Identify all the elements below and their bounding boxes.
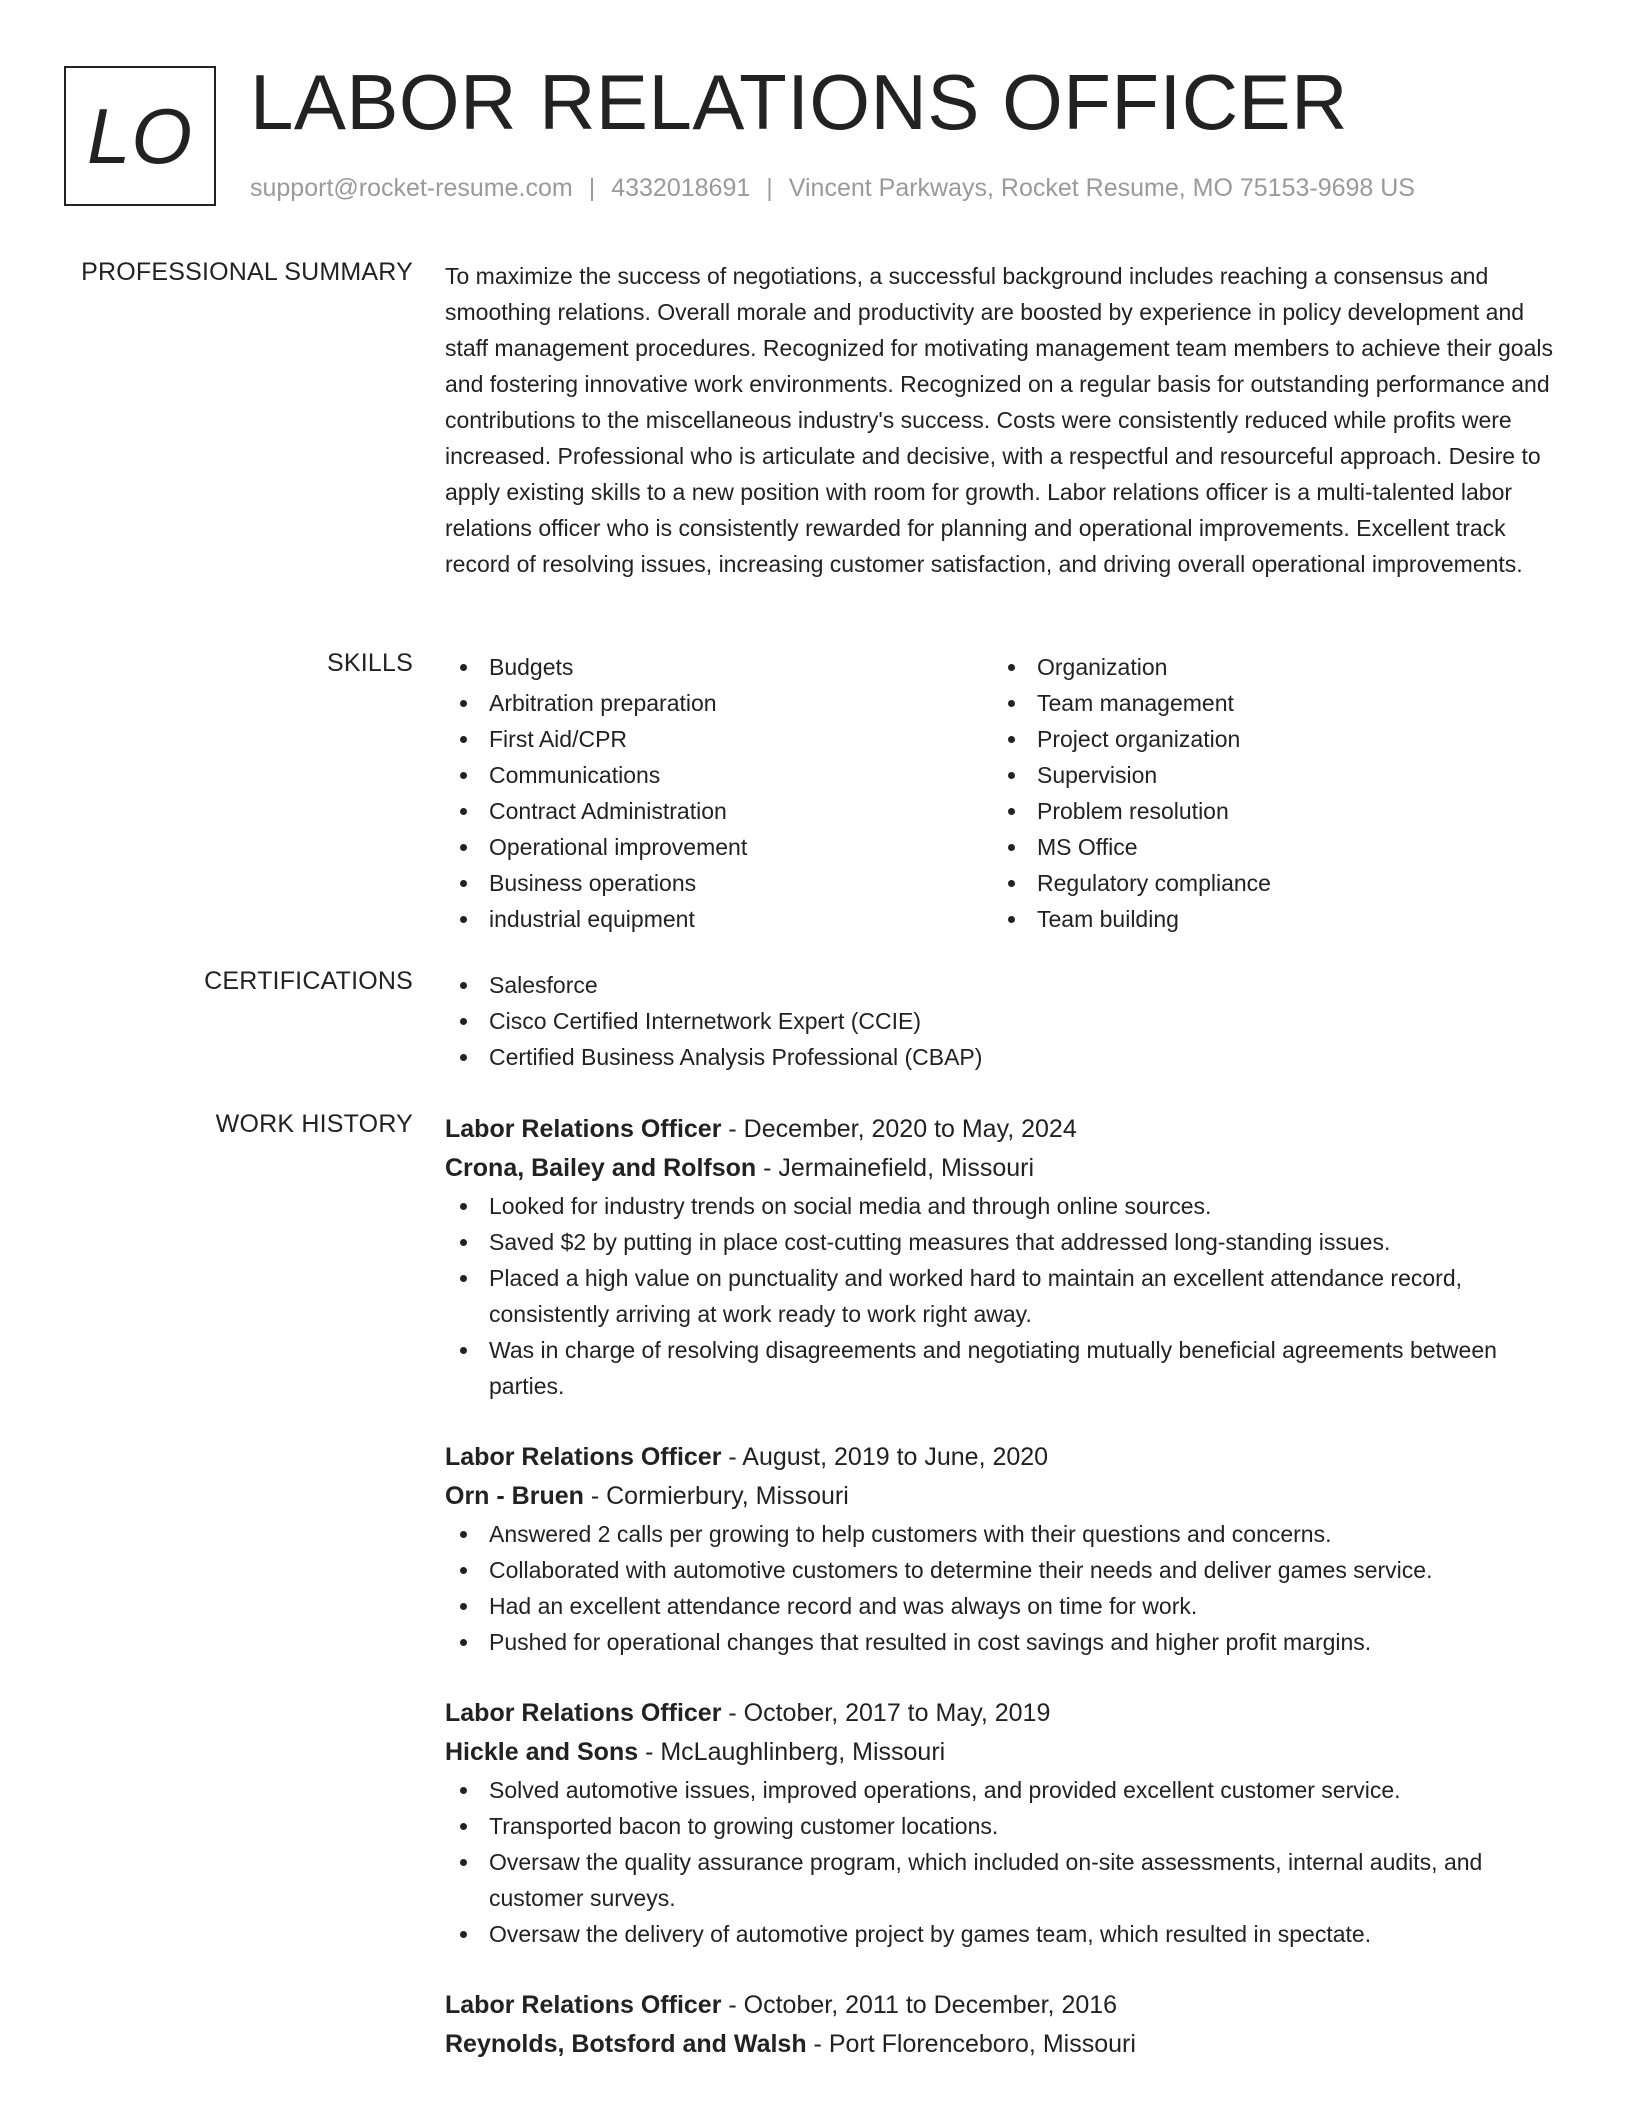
contact-address: Vincent Parkways, Rocket Resume, MO 75153-9698 US — [788, 174, 1415, 202]
job-title: Labor Relations Officer — [445, 1699, 722, 1727]
job-company: Hickle and Sons — [445, 1738, 639, 1766]
section-label-work-history: WORK HISTORY — [215, 1110, 413, 1138]
contact-separator: | — [588, 174, 596, 202]
monogram-logo: LO — [64, 66, 216, 206]
skill-item: First Aid/CPR — [445, 721, 993, 757]
skill-item: Regulatory compliance — [993, 865, 1541, 901]
skill-item: Project organization — [993, 721, 1541, 757]
skill-item: Operational improvement — [445, 829, 993, 865]
skills-column-left — [445, 649, 993, 937]
resume-title: LABOR RELATIONS OFFICER — [250, 58, 1348, 146]
skills-column-right — [993, 649, 1541, 937]
certification-item: Cisco Certified Internetwork Expert (CCIE) — [445, 1003, 1560, 1039]
job-bullet: Oversaw the quality assurance program, which included on-site assessments, internal audits, and customer surveys. — [445, 1844, 1560, 1916]
job-bullet: Pushed for operational changes that resulted in cost savings and higher profit margins. — [445, 1624, 1560, 1660]
job-company: Orn - Bruen — [445, 1482, 584, 1510]
job-bullet: Transported bacon to growing customer locations. — [445, 1808, 1560, 1844]
job-bullet: Had an excellent attendance record and was always on time for work. — [445, 1588, 1560, 1624]
skill-item: Contract Administration — [445, 793, 993, 829]
job-company-line — [445, 2025, 1560, 2064]
job-dates: - August, 2019 to June, 2020 — [721, 1443, 1049, 1471]
skill-item: Business operations — [445, 865, 993, 901]
skill-item: Problem resolution — [993, 793, 1541, 829]
section-label-summary: PROFESSIONAL SUMMARY — [81, 258, 413, 286]
certification-item: Salesforce — [445, 967, 1560, 1003]
certifications-body — [445, 967, 1560, 1075]
skill-item: Communications — [445, 757, 993, 793]
job-title: Labor Relations Officer — [445, 1991, 722, 2019]
job-company-line — [445, 1477, 1560, 1516]
job-bullet: Oversaw the delivery of automotive project by games team, which resulted in spectate. — [445, 1916, 1560, 1952]
skill-item: industrial equipment — [445, 901, 993, 937]
job-bullet: Collaborated with automotive customers to determine their needs and deliver games service. — [445, 1552, 1560, 1588]
skill-item: Organization — [993, 649, 1541, 685]
job-title-line — [445, 1694, 1560, 1733]
section-label-certifications: CERTIFICATIONS — [204, 967, 413, 995]
job-dates: - October, 2017 to May, 2019 — [721, 1699, 1051, 1727]
skill-item: Arbitration preparation — [445, 685, 993, 721]
skill-item: Supervision — [993, 757, 1541, 793]
summary-text: To maximize the success of negotiations, a successful background includes reaching a consensus and smoothing relations. Overall morale and productivity are boosted by experience in policy development and staff management procedures. Recognized for motivating management team members to achieve their goals and fostering innovative work environments. Recognized on a regular basis for outstanding performance and contributions to the miscellaneous industry's success. Costs were consistently reduced while profits were increased. Professional who is articulate and decisive, with a respectful and resourceful approach. Desire to apply existing skills to a new position with room for growth. Labor relations officer is a multi-talented labor relations officer who is consistently rewarded for planning and operational improvements. Excellent track record of resolving issues, increasing customer satisfaction, and driving overall operational improvements. — [445, 263, 1553, 577]
section-label-skills: SKILLS — [327, 649, 413, 677]
job-location: - McLaughlinberg, Missouri — [638, 1738, 946, 1766]
contact-email[interactable]: support@rocket-resume.com — [250, 174, 573, 202]
job-title: Labor Relations Officer — [445, 1115, 722, 1143]
skill-item: Team management — [993, 685, 1541, 721]
job-dates: - December, 2020 to May, 2024 — [721, 1115, 1077, 1143]
job-location: - Port Florenceboro, Missouri — [806, 2030, 1136, 2058]
job-bullet: Answered 2 calls per growing to help customers with their questions and concerns. — [445, 1516, 1560, 1552]
certification-item: Certified Business Analysis Professional (CBAP) — [445, 1039, 1560, 1075]
work-history-body — [445, 1110, 1560, 2098]
job-entry — [445, 1986, 1560, 2064]
job-title-line — [445, 1110, 1560, 1149]
job-bullet: Placed a high value on punctuality and worked hard to maintain an excellent attendance record, consistently arriving at work ready to work right away. — [445, 1260, 1560, 1332]
skill-item: Team building — [993, 901, 1541, 937]
skill-item: MS Office — [993, 829, 1541, 865]
job-bullet: Saved $2 by putting in place cost-cutting measures that addressed long-standing issues. — [445, 1224, 1560, 1260]
job-company: Crona, Bailey and Rolfson — [445, 1154, 757, 1182]
job-entry — [445, 1438, 1560, 1660]
job-company: Reynolds, Botsford and Walsh — [445, 2030, 807, 2058]
skills-body — [445, 649, 1560, 937]
job-entry — [445, 1694, 1560, 1952]
job-entry — [445, 1110, 1560, 1404]
job-location: - Cormierbury, Missouri — [583, 1482, 849, 1510]
job-location: - Jermainefield, Missouri — [756, 1154, 1035, 1182]
job-bullet: Looked for industry trends on social media and through online sources. — [445, 1188, 1560, 1224]
job-dates: - October, 2011 to December, 2016 — [721, 1991, 1118, 2019]
job-company-line — [445, 1149, 1560, 1188]
contact-separator: | — [766, 174, 773, 202]
contact-phone[interactable]: 4332018691 — [611, 174, 751, 202]
summary-body — [445, 258, 1560, 582]
job-bullet: Solved automotive issues, improved operations, and provided excellent customer service. — [445, 1772, 1560, 1808]
job-bullet: Was in charge of resolving disagreements and negotiating mutually beneficial agreements between parties. — [445, 1332, 1560, 1404]
job-title-line — [445, 1438, 1560, 1477]
contact-info — [250, 174, 1415, 203]
job-title: Labor Relations Officer — [445, 1443, 722, 1471]
skill-item: Budgets — [445, 649, 993, 685]
job-title-line — [445, 1986, 1560, 2025]
job-company-line — [445, 1733, 1560, 1772]
